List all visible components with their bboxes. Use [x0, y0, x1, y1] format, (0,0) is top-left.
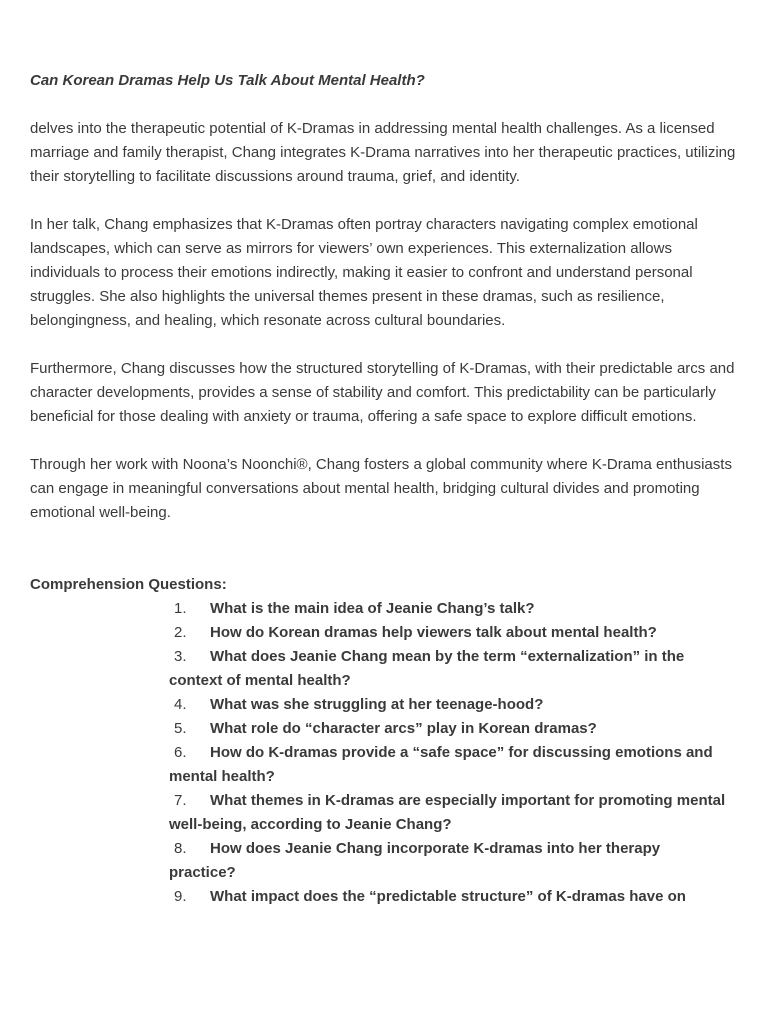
question-text: How does Jeanie Chang incorporate K-dramas into her therapy practice? [169, 840, 661, 881]
question-number: 8. [174, 840, 187, 857]
article-paragraph: delves into the therapeutic potential of K-Dramas in addressing mental health challenges. As a licensed marriage and family therapist, Chang integrates K-Drama narratives into her therapeutic practices, utilizing their storytelling to facilitate discussions around trauma, grief, and identity. [30, 120, 736, 185]
question-text: What role do “character arcs” play in Korean dramas? [210, 720, 597, 737]
document-body [30, 69, 742, 909]
question-text: What was she struggling at her teenage-hood? [210, 696, 544, 713]
question-number: 2. [174, 624, 187, 641]
question-text: What does Jeanie Chang mean by the term “externalization” in the context of mental health? [169, 648, 685, 689]
question-number: 7. [174, 792, 187, 809]
question-number: 1. [174, 600, 187, 617]
question-text: What is the main idea of Jeanie Chang’s talk? [210, 600, 535, 617]
article-paragraph: Through her work with Noona’s Noonchi®, Chang fosters a global community where K-Drama enthusiasts can engage in meaningful conversations about mental health, bridging cultural divides and promoting emotional well-being. [30, 456, 732, 521]
question-item [169, 789, 729, 837]
questions-list [30, 597, 742, 909]
article-paragraph: Furthermore, Chang discusses how the structured storytelling of K-Dramas, with their predictable arcs and character developments, provides a sense of stability and comfort. This predictability can be particularly beneficial for those dealing with anxiety or trauma, offering a safe space to explore difficult emotions. [30, 360, 735, 425]
questions-header: Comprehension Questions: [30, 576, 227, 593]
spacer [30, 93, 742, 117]
article-title: Can Korean Dramas Help Us Talk About Mental Health? [30, 72, 425, 89]
question-item [169, 597, 729, 621]
question-item [169, 621, 729, 645]
question-text: What impact does the “predictable structure” of K-dramas have on [210, 888, 686, 905]
spacer [30, 525, 742, 573]
question-item [169, 717, 729, 741]
question-item [169, 837, 729, 885]
spacer [30, 429, 742, 453]
question-text: What themes in K-dramas are especially important for promoting mental well-being, according to Jeanie Chang? [169, 792, 726, 833]
spacer [30, 189, 742, 213]
question-text: How do Korean dramas help viewers talk about mental health? [210, 624, 657, 641]
question-item [169, 645, 729, 693]
question-text: How do K-dramas provide a “safe space” for discussing emotions and mental health? [169, 744, 713, 785]
spacer [30, 333, 742, 357]
article-paragraph: In her talk, Chang emphasizes that K-Dramas often portray characters navigating complex emotional landscapes, which can serve as mirrors for viewers’ own experiences. This externalization allows individuals to process their emotions indirectly, making it easier to confront and understand personal struggles. She also highlights the universal themes present in these dramas, such as resilience, belongingness, and healing, which resonate across cultural boundaries. [30, 216, 698, 329]
question-item [169, 693, 729, 717]
question-number: 5. [174, 720, 187, 737]
question-number: 9. [174, 888, 187, 905]
question-item [169, 741, 729, 789]
question-number: 6. [174, 744, 187, 761]
question-number: 3. [174, 648, 187, 665]
question-number: 4. [174, 696, 187, 713]
question-item [169, 885, 729, 909]
